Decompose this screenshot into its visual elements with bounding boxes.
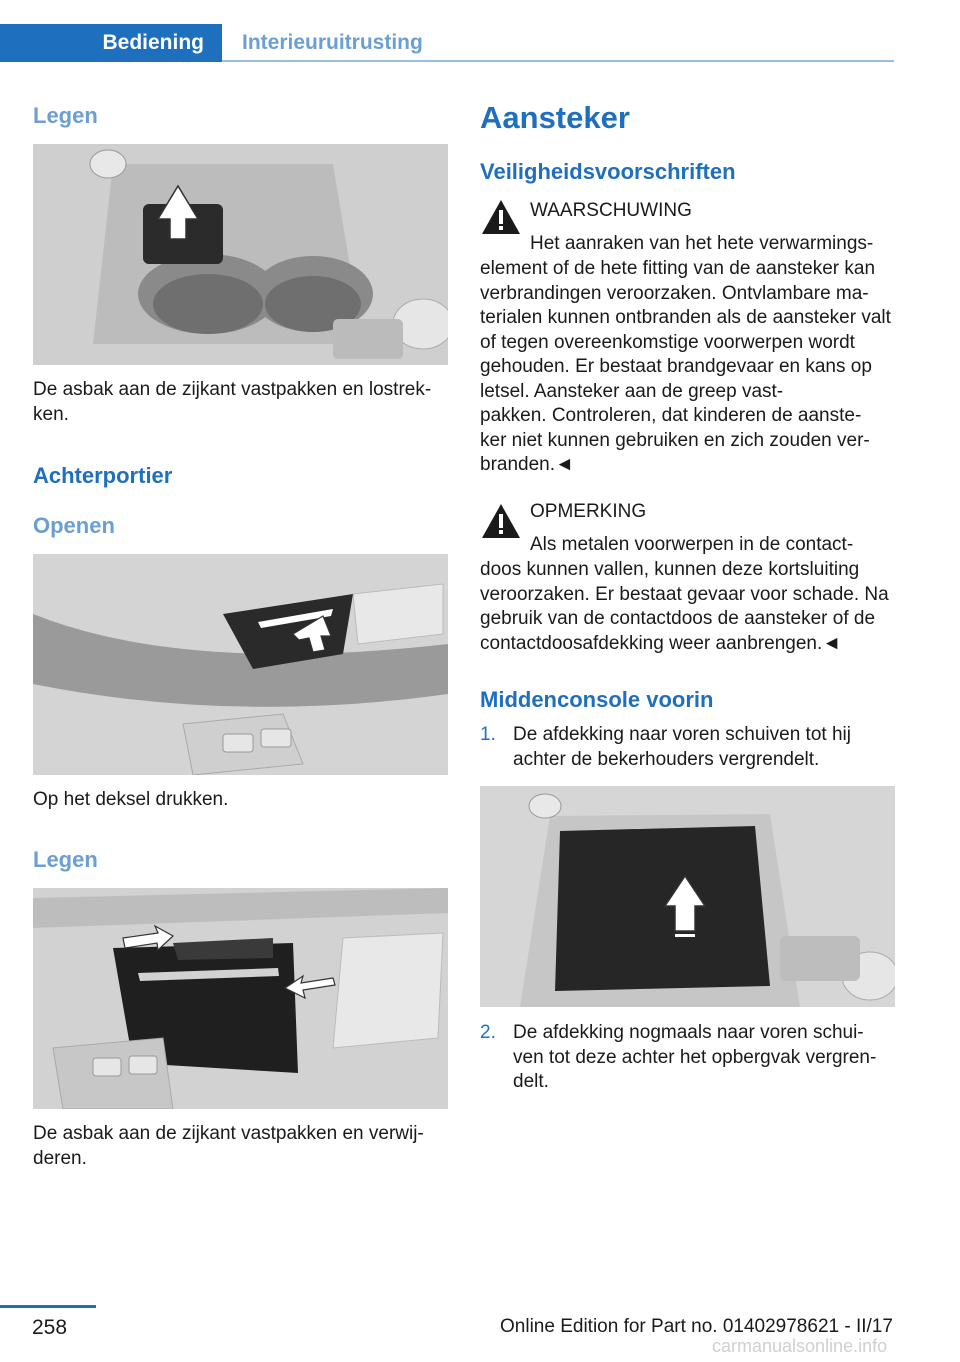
step-1-text: De afdekking naar voren schuiven tot hij achter de bekerhouders vergrendelt. [513, 724, 851, 770]
tab-bediening[interactable] [0, 24, 222, 62]
note-triangle-icon [481, 503, 521, 539]
warning-text: element of de hete fitting van de aansteker kan verbrandingen veroorzaken. Ontvlambare ma- terialen kunnen ontbranden als de aansteker valt of tegen overeenkomstige voorwerpen wordt gehouden. Er bestaat brandgevaar en kans op letsel. Aansteker aan de greep vast- pakken. Controleren, dat kinderen de aanste- ker niet kunnen gebruiken en zich zouden ver- branden.◄ [480, 258, 891, 475]
heading-safety: Veiligheidsvoorschriften [480, 159, 736, 184]
step-1-number: 1. [480, 724, 496, 745]
center-console-cover-image [480, 786, 895, 1007]
step-2-text: De afdekking nogmaals naar voren schui- ven tot deze achter het opbergvak vergren- delt. [513, 1022, 877, 1092]
heading-achterportier: Achterportier [33, 463, 173, 488]
caption-ashtray-console: De asbak aan de zijkant vastpakken en lostrek- ken. [33, 379, 432, 425]
note-text: doos kunnen vallen, kunnen deze kortsluiting veroorzaken. Er bestaat gevaar voor schade. Na gebruik van de contactdoos de aansteker of de contactdoosafdekking weer aanbrengen.◄ [480, 559, 889, 654]
watermark: carmanualsonline.info [712, 1336, 888, 1356]
ashtray-console-image [33, 144, 448, 365]
footer-rule [0, 1305, 96, 1308]
step-2-number: 2. [480, 1022, 496, 1043]
caption-ashtray-remove: De asbak aan de zijkant vastpakken en verwij- deren. [33, 1123, 424, 1169]
page-title: Aansteker [480, 100, 630, 135]
tab-bediening-label: Bediening [102, 31, 204, 54]
header-divider [222, 60, 894, 62]
edition-note: Online Edition for Part no. 01402978621 - II/17 [500, 1316, 893, 1337]
warning-text-first-line: Het aanraken van het hete verwarmings- [530, 233, 874, 254]
rear-door-ashtray-open-image [33, 554, 448, 775]
tab-interieuruitrusting-label: Interieuruitrusting [242, 31, 423, 54]
note-label: OPMERKING [530, 501, 647, 522]
heading-openen: Openen [33, 513, 115, 538]
tab-interieuruitrusting[interactable] [242, 24, 423, 62]
page-number: 258 [32, 1316, 68, 1339]
warning-triangle-icon [481, 199, 521, 235]
warning-label: WAARSCHUWING [530, 200, 692, 221]
caption-press-lid: Op het deksel drukken. [33, 789, 229, 810]
rear-door-ashtray-remove-image [33, 888, 448, 1109]
note-text-first-line: Als metalen voorwerpen in de contact- [530, 534, 854, 555]
heading-legen-2: Legen [33, 847, 98, 872]
heading-legen-1: Legen [33, 103, 98, 128]
heading-middenconsole: Middenconsole voorin [480, 687, 714, 712]
